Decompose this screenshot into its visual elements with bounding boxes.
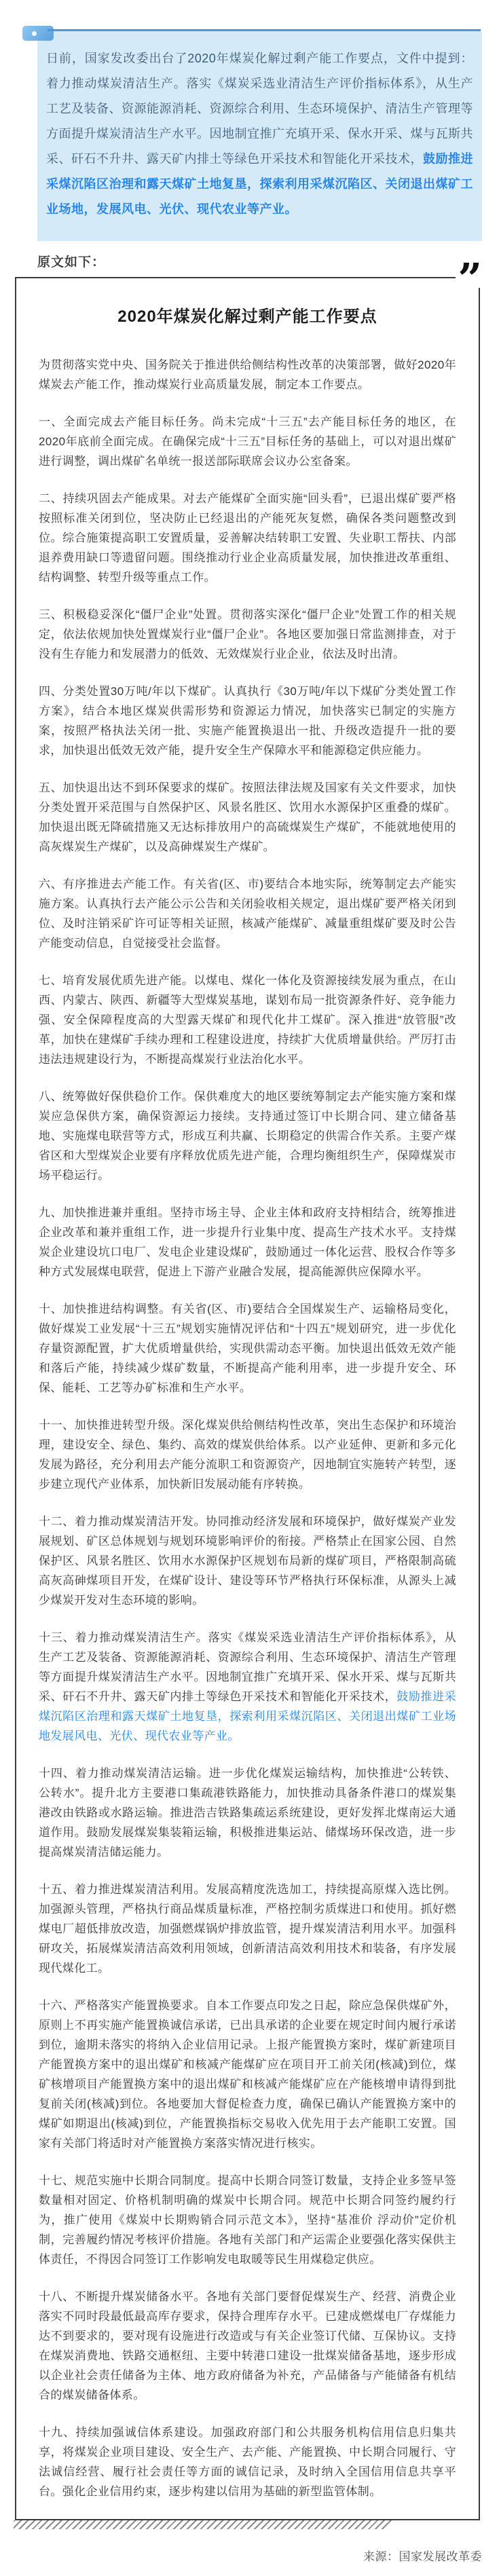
doc-paragraph-text: 六、有序推进去产能工作。有关省(区、市)要结合本地实际，统筹制定去产能实施方案。认真执行去产能公示公告和关闭验收相关规定，退出煤矿要严格关闭到位、及时注销采矿许可证等相关证照，核减产能煤矿、减量重组煤矿要及时公告产能变动信息，自觉接受社会监督。 [39, 878, 456, 950]
summary-highlight-text: 鼓励推进采煤沉陷区治理和露天煤矿土地复垦，探索利用采煤沉陷区、关闭退出煤矿工业场地，发展风电、光伏、现代农业等产业。 [46, 152, 473, 216]
doc-paragraph-text: 十五、着力推进煤炭清洁利用。发展高精度洗选加工，持续提高原煤入选比例。加强源头管理，严格执行商品煤质量标准，严格控制劣质煤进口和使用。抓好燃煤电厂超低排放改造，加强燃煤锅炉排放监管，提升煤炭清洁利用水平。加强科研攻关，拓展煤炭清洁高效利用领域，创新清洁高效利用技术和装备，有序发展现代煤化工。 [39, 1883, 456, 1975]
doc-paragraph [39, 1512, 456, 1610]
doc-paragraph [39, 1415, 456, 1494]
doc-paragraph [39, 1628, 456, 1746]
doc-paragraph-highlight-text: 鼓励推进采煤沉陷区治理和露天煤矿土地复垦，探索利用采煤沉陷区、关闭退出煤矿工业场地发展风电、光伏、现代农业等产业。 [39, 1690, 457, 1742]
page-header [0, 0, 499, 31]
doc-paragraph-text: 九、加快推进兼并重组。坚持市场主导、企业主体和政府支持相结合，统筹推进企业改革和兼并重组工作，进一步提升行业集中度、提高生产技术水平。支持煤炭企业建设坑口电厂、发电企业建设煤矿，鼓励通过一体化运营、股权合作等多种方式发展煤电联营，促进上下游产业融合发展，提高能源供应保障水平。 [39, 1206, 456, 1278]
summary-lead-text: 日前，国家发改委出台了2020年煤炭化解过剩产能工作要点，文件中提到：着力推动煤炭清洁生产。落实《煤炭采选业清洁生产评价指标体系》，从生产工艺及装备、资源能源消耗、资源综合利用、生态环境保护、清洁生产管理等方面提升煤炭清洁生产水平。因地制宜推广充填开采、保水开采、煤与瓦斯共采、矸石不升井、露天矿内排土等绿色开采技术和智能化开采技术， [46, 52, 473, 166]
accent-line [48, 29, 481, 31]
doc-paragraph-text: 十七、规范实施中长期合同制度。提高中长期合同签订数量，支持企业多签早签数量相对固定、价格机制明确的煤炭中长期合同。规范中长期合同签约履约行为，推广使用《煤炭中长期购销合同示范文本》，坚持“基准价 浮动价”定价机制，完善履约情况考核评价措施。各地有关部门和产运需企业要强化落实保供主体责任，不得因合同签订工作影响发电取暖等民生用煤稳定供应。 [39, 2174, 456, 2266]
doc-paragraph [39, 1299, 456, 1398]
quote-icon: ” [456, 258, 484, 288]
bullet-badge-icon [22, 26, 54, 41]
document-body [39, 355, 456, 2501]
doc-paragraph [39, 1996, 456, 2153]
doc-paragraph [39, 1203, 456, 1282]
summary-box [37, 31, 482, 241]
doc-paragraph [39, 2423, 456, 2501]
doc-paragraph [39, 412, 456, 471]
doc-paragraph-text: 十九、持续加强诚信体系建设。加强政府部门和公共服务机构信用信息归集共享，将煤炭企业项目建设、安全生产、去产能、产能置换、中长期合同履行、守法诚信经营、履行社会责任等方面的诚信记录，及时纳入全国信用信息共享平台。强化企业信用约束，逐步构建以信用为基础的新型监管体制。 [39, 2426, 456, 2498]
doc-paragraph [39, 1880, 456, 1978]
doc-paragraph [39, 605, 456, 664]
doc-paragraph-text: 二、持续巩固去产能成果。对去产能煤矿全面实施“回头看”，已退出煤矿要严格按照标准关闭到位，坚决防止已经退出的产能死灰复燃，确保各类问题整改到位。综合施策提高职工安置质量，妥善解决结转职工安置、失业职工帮扶、内部退养费用缺口等遗留问题。围绕推动行业企业高质量发展，加快推进改革重组、结构调整、转型升级等重点工作。 [39, 492, 456, 584]
source-credit: 来源：国家发展改革委 [363, 2550, 482, 2563]
doc-paragraph-text: 十八、不断提升煤炭储备水平。各地有关部门要督促煤炭生产、经营、消费企业落实不同时段最低最高库存要求，保持合理库存水平。已建成燃煤电厂存煤能力达不到要求的，要对现有设施进行改造或与有关企业签订代储、互保协议。支持在煤炭消费地、铁路交通枢纽、主要中转港口建设一批煤炭储备基地，逐步形成以企业社会责任储备为主体、地方政府储备为补充，产品储备与产能储备有机结合的煤炭储备体系。 [39, 2290, 456, 2402]
doc-paragraph-text: 七、培育发展优质先进产能。以煤电、煤化一体化及资源接续发展为重点，在山西、内蒙古、陕西、新疆等大型煤炭基地，谋划布局一批资源条件好、竞争能力强、安全保障程度高的大型露天煤矿和现代化井工煤矿。深入推进“放管服”改革，加快在建煤矿手续办理和工程建设进度，持续扩大优质增量供给。严厉打击违法违规建设行为，不断提高煤炭行业法治化水平。 [39, 974, 456, 1066]
doc-paragraph [39, 2287, 456, 2405]
doc-paragraph [39, 355, 456, 394]
doc-paragraph-text: 十、加快推进结构调整。有关省(区、市)要结合全国煤炭生产、运输格局变化，做好煤炭工业发展“十三五”规划实施情况评估和“十四五”规划研究，进一步优化存量资源配置，扩大优质增量供给，实现供需动态平衡。加快退出低效无效产能和落后产能，持续减少煤矿数量，不断提高产能利用率，进一步提升安全、环保、能耗、工艺等办矿标准和生产水平。 [39, 1303, 456, 1394]
document-title: 2020年煤炭化解过剩产能工作要点 [117, 307, 377, 326]
doc-paragraph-text: 十三、着力推动煤炭清洁生产。落实《煤炭采选业清洁生产评价指标体系》，从生产工艺及装备、资源能源消耗、资源综合利用、生态环境保护、清洁生产管理等方面提升煤炭清洁生产水平。因地制宜推广充填开采、保水开采、煤与瓦斯共采、矸石不升井、露天矿内排土等绿色开采技术和智能化开采技术， [39, 1631, 456, 1703]
doc-paragraph-text: 十二、着力推动煤炭清洁开发。协同推动经济发展和环境保护，做好煤炭产业发展规划、矿区总体规划与规划环境影响评价的衔接。严格禁止在国家公园、自然保护区、风景名胜区、饮用水水源保护区规划布局新的煤矿项目，严格限制高硫高灰高砷煤项目开发，在煤矿设计、建设等环节严格执行环保标准，从源头上减少煤炭开发对生态环境的影响。 [39, 1515, 456, 1607]
doc-paragraph-text: 五、加快退出达不到环保要求的煤矿。按照法律法规及国家有关文件要求，加快分类处置开采范围与自然保护区、风景名胜区、饮用水水源保护区重叠的煤矿。加快退出既无降硫措施又无达标排放用户的高硫煤炭生产煤矿，不能就地使用的高灰煤炭生产煤矿，以及高砷煤炭生产煤矿。 [39, 781, 456, 853]
doc-paragraph-text: 四、分类处置30万吨/年以下煤矿。认真执行《30万吨/年以下煤矿分类处置工作方案》，结合本地区煤炭供需形势和资源运力情况，加快落实已制定的实施方案，按照严格执法关闭一批、实施产能置换退出一批、升级改造提升一批的要求，加快退出低效无效产能，提升安全生产保障水平和能源稳定供应能力。 [39, 685, 456, 757]
doc-paragraph-text: 十四、着力推动煤炭清洁运输。进一步优化煤炭运输结构，加快推进“公转铁、公转水”。提升北方主要港口集疏港铁路能力，加快推动具备条件港口的煤炭集港改由铁路或水路运输。推进浩吉铁路集疏运系统建设，更好发挥北煤南运大通道作用。鼓励发展煤炭集装箱运输，积极推进集运站、储煤场环保改造，进一步提高煤炭清洁储运能力。 [39, 1767, 456, 1859]
doc-paragraph [39, 874, 456, 953]
doc-paragraph [39, 2171, 456, 2269]
doc-paragraph [39, 971, 456, 1069]
doc-paragraph-text: 十一、加快推进转型升级。深化煤炭供给侧结构性改革，突出生态保护和环境治理，建设安全、绿色、集约、高效的煤炭供给体系。以产业延伸、更新和多元化发展为路径，充分利用去产能分流职工和资源资产，因地制宜实施转产转型，逐步建立现代产业体系，加快新旧发展动能有序转换。 [39, 1419, 456, 1491]
doc-paragraph-text: 三、积极稳妥深化“僵尸企业”处置。贯彻落实深化“僵尸企业”处置工作的相关规定，依法依规加快处置煤炭行业“僵尸企业”。各地区要加强日常监测排查，对于没有生存能力和发展潜力的低效、无效煤炭行业企业，依法及时出清。 [39, 608, 456, 660]
doc-paragraph [39, 489, 456, 587]
doc-paragraph [39, 1763, 456, 1862]
doc-paragraph-text: 为贯彻落实党中央、国务院关于推进供给侧结构性改革的决策部署，做好2020年煤炭去产能工作，推动煤炭行业高质量发展，制定本工作要点。 [39, 358, 456, 391]
doc-paragraph-text: 一、全面完成去产能目标任务。尚未完成“十三五”去产能目标任务的地区，在2020年底前全面完成。在确保完成“十三五”目标任务的基础上，可以对退出煤矿进行调整，调出煤矿名单统一报送部际联席会议办公室备案。 [39, 415, 456, 468]
doc-paragraph-text: 八、统筹做好保供稳价工作。保供难度大的地区要统筹制定去产能实施方案和煤炭应急保供方案，确保资源运力接续。支持通过签订中长期合同、建立储备基地、实施煤电联营等方式，形成互利共赢、长期稳定的供需合作关系。主要产煤省区和大型煤炭企业要有序释放优质先进产能，合理均衡组织生产，保障煤炭市场平稳运行。 [39, 1090, 456, 1182]
doc-paragraph [39, 1087, 456, 1185]
doc-paragraph [39, 682, 456, 760]
doc-paragraph [39, 778, 456, 857]
origin-label: 原文如下： [37, 255, 106, 269]
hatch-decoration [14, 2520, 392, 2529]
badge-dot-icon [32, 31, 37, 36]
doc-paragraph-text: 十六、严格落实产能置换要求。自本工作要点印发之日起，除应急保供煤矿外，原则上不再实施产能置换诚信承诺，已出具承诺的企业要在规定时间内履行承诺到位，逾期未落实的将纳入企业信用记录。上报产能置换方案时，煤矿新建项目产能置换方案中的退出煤矿和核减产能煤矿应在项目开工前关闭(核减)到位，煤矿核增项目产能置换方案中的退出煤矿和核减产能煤矿应在产能核增申请得到批复前关闭(核减)到位。各地要加大督促检查力度，确保已确认产能置换方案中的煤矿如期退出(核减)到位，产能置换指标交易收入优先用于去产能职工安置。国家有关部门将适时对产能置换方案落实情况进行核实。 [39, 1999, 456, 2150]
